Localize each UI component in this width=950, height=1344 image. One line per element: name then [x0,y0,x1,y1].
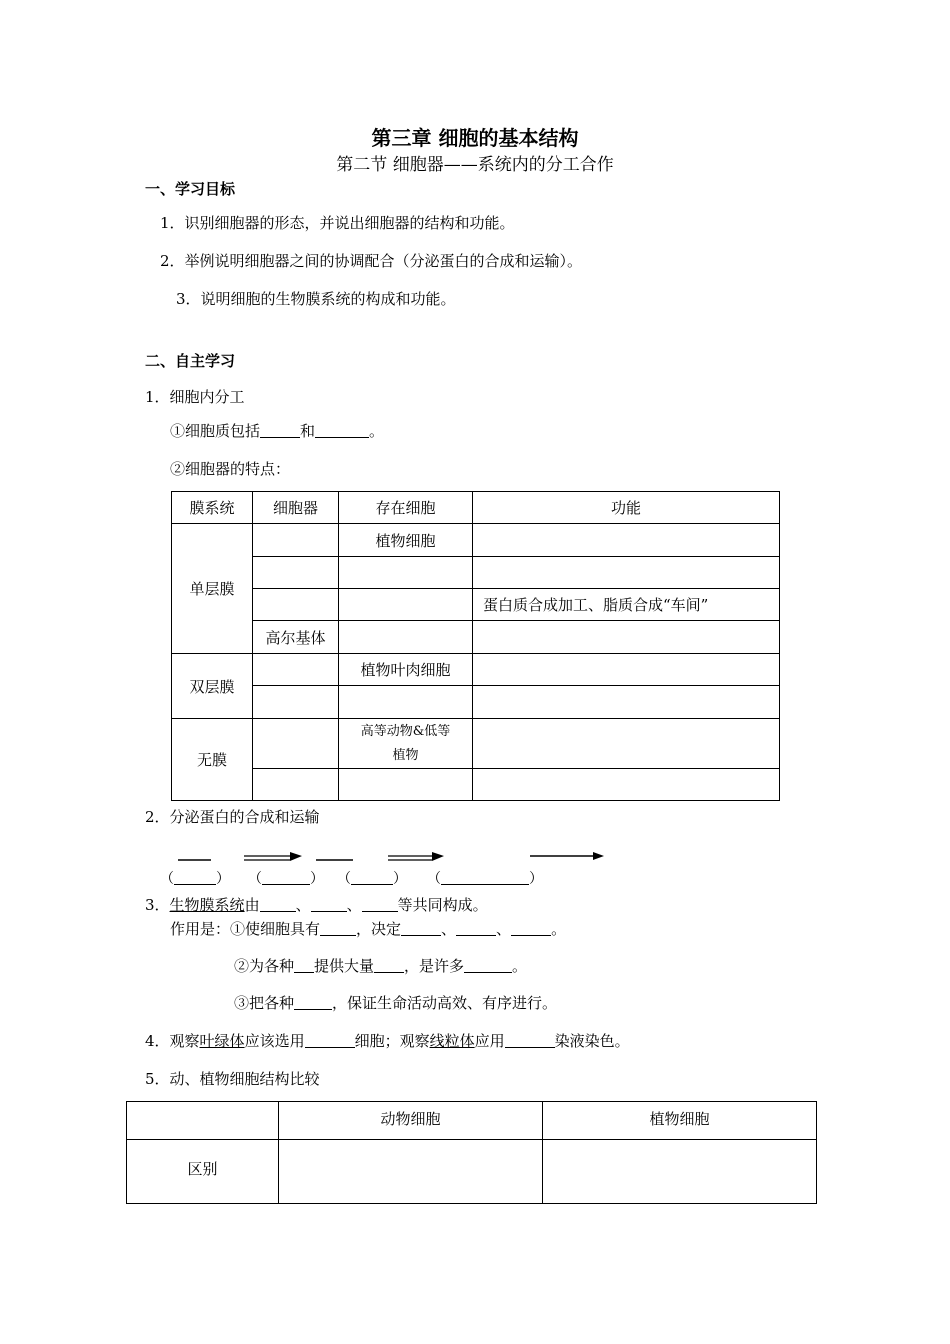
paren-open: （ [337,871,351,887]
q4-mid1: 应该选用 [244,1032,305,1050]
q3-r2-mid: 提供大量 [314,957,375,975]
q1-cytoplasm-line [170,420,384,441]
header-plant-cell: 植物细胞 [543,1102,817,1140]
q3-number: 3． [145,896,170,914]
q3-r2-mid2: ，是许多 [404,957,465,975]
q3-sep: 、 [346,896,362,914]
row-difference-label: 区别 [127,1140,279,1204]
fill-blank[interactable] [294,994,332,1010]
paren-close: ） [216,871,230,887]
paren-open: （ [248,871,262,887]
q3-role-prefix: 作用是：①使细胞具有 [170,920,321,938]
table-cell[interactable] [473,524,780,557]
goal-item-2: 2．举例说明细胞器之间的协调配合（分泌蛋白的合成和运输）。 [160,252,583,270]
table-cell[interactable] [339,589,473,621]
table-cell [127,1102,279,1140]
q3-role-mid: ，决定 [356,920,402,938]
table-cell[interactable] [339,621,473,654]
flow-paren-4 [427,868,543,888]
q3-sep: 、 [441,920,457,938]
q1-label: 1．细胞内分工 [145,388,245,406]
fill-blank[interactable] [311,896,347,912]
q3-sep: 、 [295,896,311,914]
q3-term: 生物膜系统 [169,896,245,914]
fill-blank[interactable] [362,896,398,912]
table-cell[interactable] [253,524,339,557]
fill-blank[interactable] [464,957,512,973]
leaf-cell-label: 植物叶肉细胞 [339,654,473,686]
q3-r3-prefix: ③把各种 [234,994,295,1012]
q3-line [145,894,488,915]
table-cell[interactable] [473,719,780,769]
fill-blank[interactable] [505,1032,555,1048]
higher-lower-label [339,719,473,769]
double-membrane-label: 双层膜 [172,654,253,719]
q4-mid3: 应用 [474,1032,505,1050]
single-membrane-label: 单层膜 [172,524,253,654]
table-cell[interactable] [473,654,780,686]
flow-arrowhead-2 [432,852,444,861]
section1-heading: 一、学习目标 [145,180,236,198]
q4-prefix: 4．观察 [145,1032,200,1050]
paren-close: ） [393,871,407,887]
higher-lower-text: 高等动物&低等植物 [360,723,451,763]
header-animal-cell: 动物细胞 [279,1102,543,1140]
fill-blank[interactable] [315,422,369,438]
flow-arrowhead-1 [290,852,302,861]
header-membrane-system: 膜系统 [172,492,253,524]
table-cell[interactable] [253,769,339,801]
flow-paren-1 [160,868,230,888]
q1-a-end: 。 [369,422,385,440]
flow-paren-3 [337,868,407,888]
q3-role-3 [234,992,557,1013]
table-cell[interactable] [473,686,780,719]
q4-mitochondria: 线粒体 [429,1032,475,1050]
q2-label: 2．分泌蛋白的合成和运输 [145,808,320,826]
q3-r2-prefix: ②为各种 [234,957,295,975]
cell-comparison-table [126,1101,817,1204]
q4-end: 染液染色。 [554,1032,630,1050]
protein-function-label: 蛋白质合成加工、脂质合成“车间” [473,589,780,621]
table-cell[interactable] [279,1140,543,1204]
q4-line [145,1030,630,1051]
paren-open: （ [160,871,174,887]
fill-blank[interactable] [262,869,310,885]
table-cell[interactable] [339,686,473,719]
q3-period: 。 [551,920,567,938]
page-subtitle: 第二节 细胞器——系统内的分工合作 [336,155,614,175]
no-membrane-label: 无膜 [172,719,253,801]
flow-paren-2 [248,868,324,888]
organelle-table [171,491,780,801]
golgi-label: 高尔基体 [253,621,339,654]
q3-end: 等共同构成。 [397,896,488,914]
fill-blank[interactable] [305,1032,355,1048]
q4-mid2: 细胞；观察 [354,1032,430,1050]
fill-blank[interactable] [511,920,551,936]
fill-blank[interactable] [374,957,404,973]
q1-a-mid: 和 [300,422,316,440]
table-cell[interactable] [253,589,339,621]
fill-blank[interactable] [294,957,314,973]
table-cell[interactable] [253,654,339,686]
fill-blank[interactable] [174,869,216,885]
fill-blank[interactable] [456,920,496,936]
plant-cell-label: 植物细胞 [339,524,473,557]
section2-heading: 二、自主学习 [145,352,236,370]
q3-role-2 [234,955,527,976]
page-title: 第三章 细胞的基本结构 [371,126,579,150]
goal-item-3: 3．说明细胞的生物膜系统的构成和功能。 [176,290,456,308]
table-cell[interactable] [339,769,473,801]
goal-item-1: 1．识别细胞器的形态，并说出细胞器的结构和功能。 [160,214,515,232]
paren-close: ） [529,871,543,887]
header-function: 功能 [473,492,780,524]
table-cell[interactable] [473,557,780,589]
table-cell[interactable] [473,769,780,801]
table-cell[interactable] [253,686,339,719]
q3-role-line [170,918,566,939]
q5-label: 5．动、植物细胞结构比较 [145,1070,320,1088]
paren-open: （ [427,871,441,887]
q3-from: 由 [244,896,260,914]
fill-blank[interactable] [260,896,296,912]
fill-blank[interactable] [351,869,393,885]
q1-organelle-features: ②细胞器的特点： [170,460,291,478]
fill-blank[interactable] [441,869,529,885]
header-cell-presence: 存在细胞 [339,492,473,524]
table-cell[interactable] [339,557,473,589]
table-cell[interactable] [253,557,339,589]
table-cell[interactable] [253,719,339,769]
q3-period: 。 [512,957,528,975]
q3-sep: 、 [496,920,512,938]
q3-r3-end: ，保证生命活动高效、有序进行。 [332,994,558,1012]
paren-close: ） [310,871,324,887]
header-organelle: 细胞器 [253,492,339,524]
fill-blank[interactable] [320,920,356,936]
fill-blank[interactable] [260,422,300,438]
table-cell[interactable] [543,1140,817,1204]
q4-chloroplast: 叶绿体 [199,1032,245,1050]
fill-blank[interactable] [401,920,441,936]
table-cell[interactable] [473,621,780,654]
flow-arrowhead-3 [593,852,604,860]
q1-a-prefix: ①细胞质包括 [170,422,261,440]
